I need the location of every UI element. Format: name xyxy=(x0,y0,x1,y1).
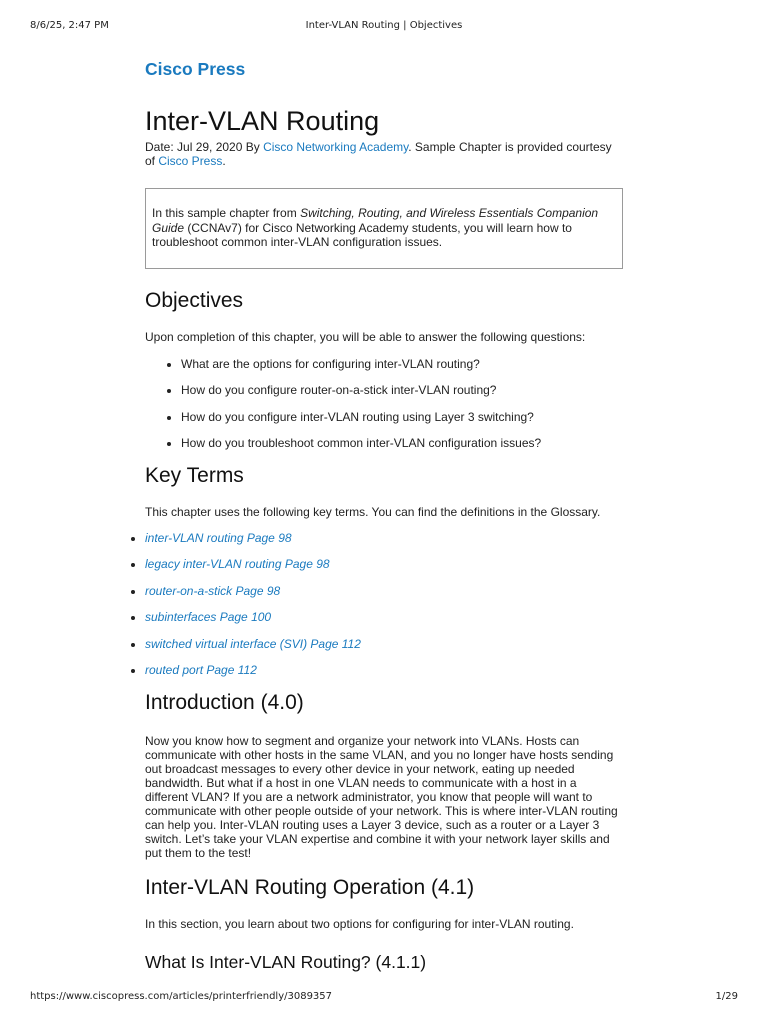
key-term-link[interactable]: subinterfaces Page 100 xyxy=(145,610,272,625)
key-term-item xyxy=(145,584,623,598)
operation-text: In this section, you learn about two options for configuring for inter-VLAN routing. xyxy=(145,916,574,931)
print-header xyxy=(30,20,738,34)
key-term-item xyxy=(145,531,623,545)
article-content xyxy=(145,58,623,973)
key-term-item xyxy=(145,637,623,651)
publisher-link[interactable]: Cisco Press xyxy=(158,154,223,168)
operation-heading: Inter-VLAN Routing Operation (4.1) xyxy=(145,875,475,899)
what-is-heading: What Is Inter-VLAN Routing? (4.1.1) xyxy=(145,951,427,972)
key-term-item xyxy=(145,663,623,677)
courtesy-end: . xyxy=(222,154,226,168)
objective-item: • What are the options for configuring inter-VLAN routing? xyxy=(181,357,623,371)
objective-item: • How do you configure inter-VLAN routing using Layer 3 switching? xyxy=(181,410,623,424)
key-term-link[interactable]: routed port Page 112 xyxy=(145,663,257,678)
print-timestamp: 8/6/25, 2:47 PM xyxy=(30,20,109,31)
chapter-abstract-box xyxy=(145,188,623,269)
introduction-text: Now you know how to segment and organize your network into VLANs. Hosts can communicate with other hosts in the same VLAN, and you no longer have hosts sending out broadcast messages to every other device in your network, eating up needed bandwidth. But what if a host in one VLAN needs to communicate with a host in a different VLAN? If you are a network administrator, you know that people will want to communicate with other people outside of your network. This is where inter-VLAN routing can help you. Inter-VLAN routing uses a Layer 3 device, such as a router or a Layer 3 switch. Let’s take your VLAN expertise and combine it with your network layer skills and put them to the test! xyxy=(145,733,618,860)
objectives-intro: Upon completion of this chapter, you will be able to answer the following questions: xyxy=(145,329,586,344)
key-term-link[interactable]: switched virtual interface (SVI) Page 112 xyxy=(145,636,361,651)
key-term-link[interactable]: router-on-a-stick Page 98 xyxy=(145,583,281,598)
print-page-title: Inter-VLAN Routing | Objectives xyxy=(305,20,463,31)
article-title: Inter-VLAN Routing xyxy=(145,106,380,136)
print-footer xyxy=(30,991,738,1005)
abstract-prefix: In this sample chapter from xyxy=(152,206,301,220)
article-dateline xyxy=(145,140,623,168)
print-page-number: 1/29 xyxy=(715,991,738,1002)
key-term-item xyxy=(145,610,623,624)
key-term-link[interactable]: legacy inter-VLAN routing Page 98 xyxy=(145,557,330,572)
key-term-link[interactable]: inter-VLAN routing Page 98 xyxy=(145,530,292,545)
key-terms-list xyxy=(145,531,623,678)
print-url: https://www.ciscopress.com/articles/printerfriendly/3089357 xyxy=(30,991,333,1002)
objectives-list xyxy=(145,357,623,451)
courtesy-text: . Sample Chapter is provided courtesy of xyxy=(145,140,612,168)
key-terms-heading: Key Terms xyxy=(145,463,244,487)
cisco-press-logo-link[interactable]: Cisco Press xyxy=(145,59,246,79)
objective-item: • How do you configure router-on-a-stick inter-VLAN routing? xyxy=(181,383,623,397)
key-term-item xyxy=(145,557,623,571)
objectives-heading: Objectives xyxy=(145,288,244,312)
date-prefix: Date: Jul 29, 2020 By xyxy=(145,140,264,154)
key-terms-intro: This chapter uses the following key terms. You can find the definitions in the Glossary. xyxy=(145,504,601,519)
author-link[interactable]: Cisco Networking Academy xyxy=(263,140,409,154)
abstract-suffix: (CCNAv7) for Cisco Networking Academy students, you will learn how to troubleshoot common inter-VLAN configuration issues. xyxy=(152,220,572,249)
introduction-heading: Introduction (4.0) xyxy=(145,690,304,714)
book-title: Switching, Routing, and Wireless Essentials Companion Guide xyxy=(152,206,599,235)
objective-item: • How do you troubleshoot common inter-VLAN configuration issues? xyxy=(181,436,623,450)
